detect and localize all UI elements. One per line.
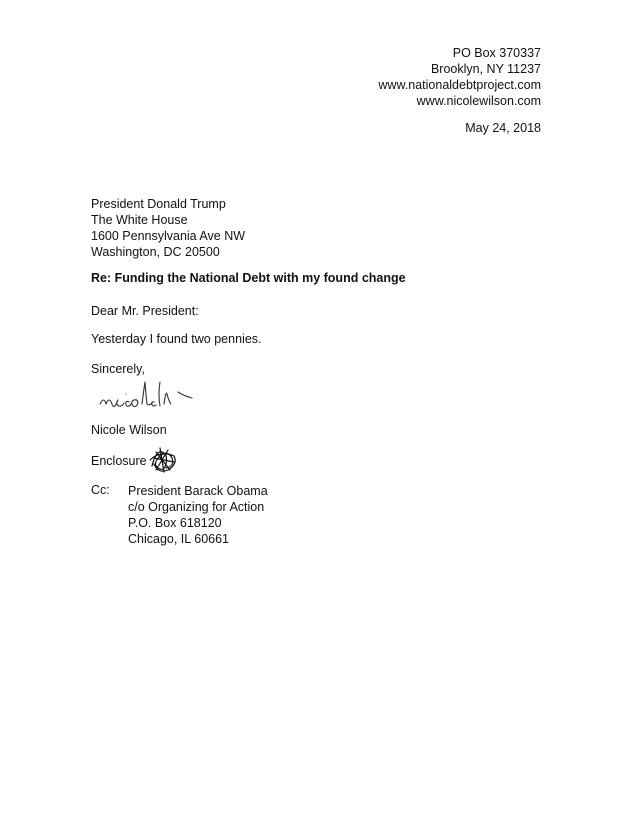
signer-name: Nicole Wilson xyxy=(91,423,167,437)
cc-label: Cc: xyxy=(91,483,110,497)
subject-line: Re: Funding the National Debt with my found change xyxy=(91,271,406,285)
enclosure-scribble xyxy=(146,444,182,474)
enclosure-label: Enclosure xyxy=(91,454,147,468)
cc-line: Chicago, IL 60661 xyxy=(128,532,230,546)
closing: Sincerely, xyxy=(91,362,145,376)
letter-date: May 24, 2018 xyxy=(465,121,541,135)
recipient-address xyxy=(91,196,245,260)
sender-address xyxy=(378,45,541,109)
handwritten-signature xyxy=(96,374,256,418)
salutation: Dear Mr. President: xyxy=(91,304,199,318)
cc-address xyxy=(128,483,268,547)
sender-line: PO Box 370337 xyxy=(452,46,541,60)
cc-line: c/o Organizing for Action xyxy=(128,500,265,514)
cc-line: President Barack Obama xyxy=(128,484,268,498)
sender-line: www.nicolewilson.com xyxy=(416,94,541,108)
sender-line: Brooklyn, NY 11237 xyxy=(430,62,541,76)
letter-body: Yesterday I found two pennies. xyxy=(91,332,262,346)
recipient-line: Washington, DC 20500 xyxy=(91,245,220,259)
cc-line: P.O. Box 618120 xyxy=(128,516,222,530)
recipient-line: 1600 Pennsylvania Ave NW xyxy=(91,229,246,243)
recipient-line: The White House xyxy=(91,213,188,227)
recipient-line: President Donald Trump xyxy=(91,197,226,211)
sender-line: www.nationaldebtproject.com xyxy=(378,78,541,92)
